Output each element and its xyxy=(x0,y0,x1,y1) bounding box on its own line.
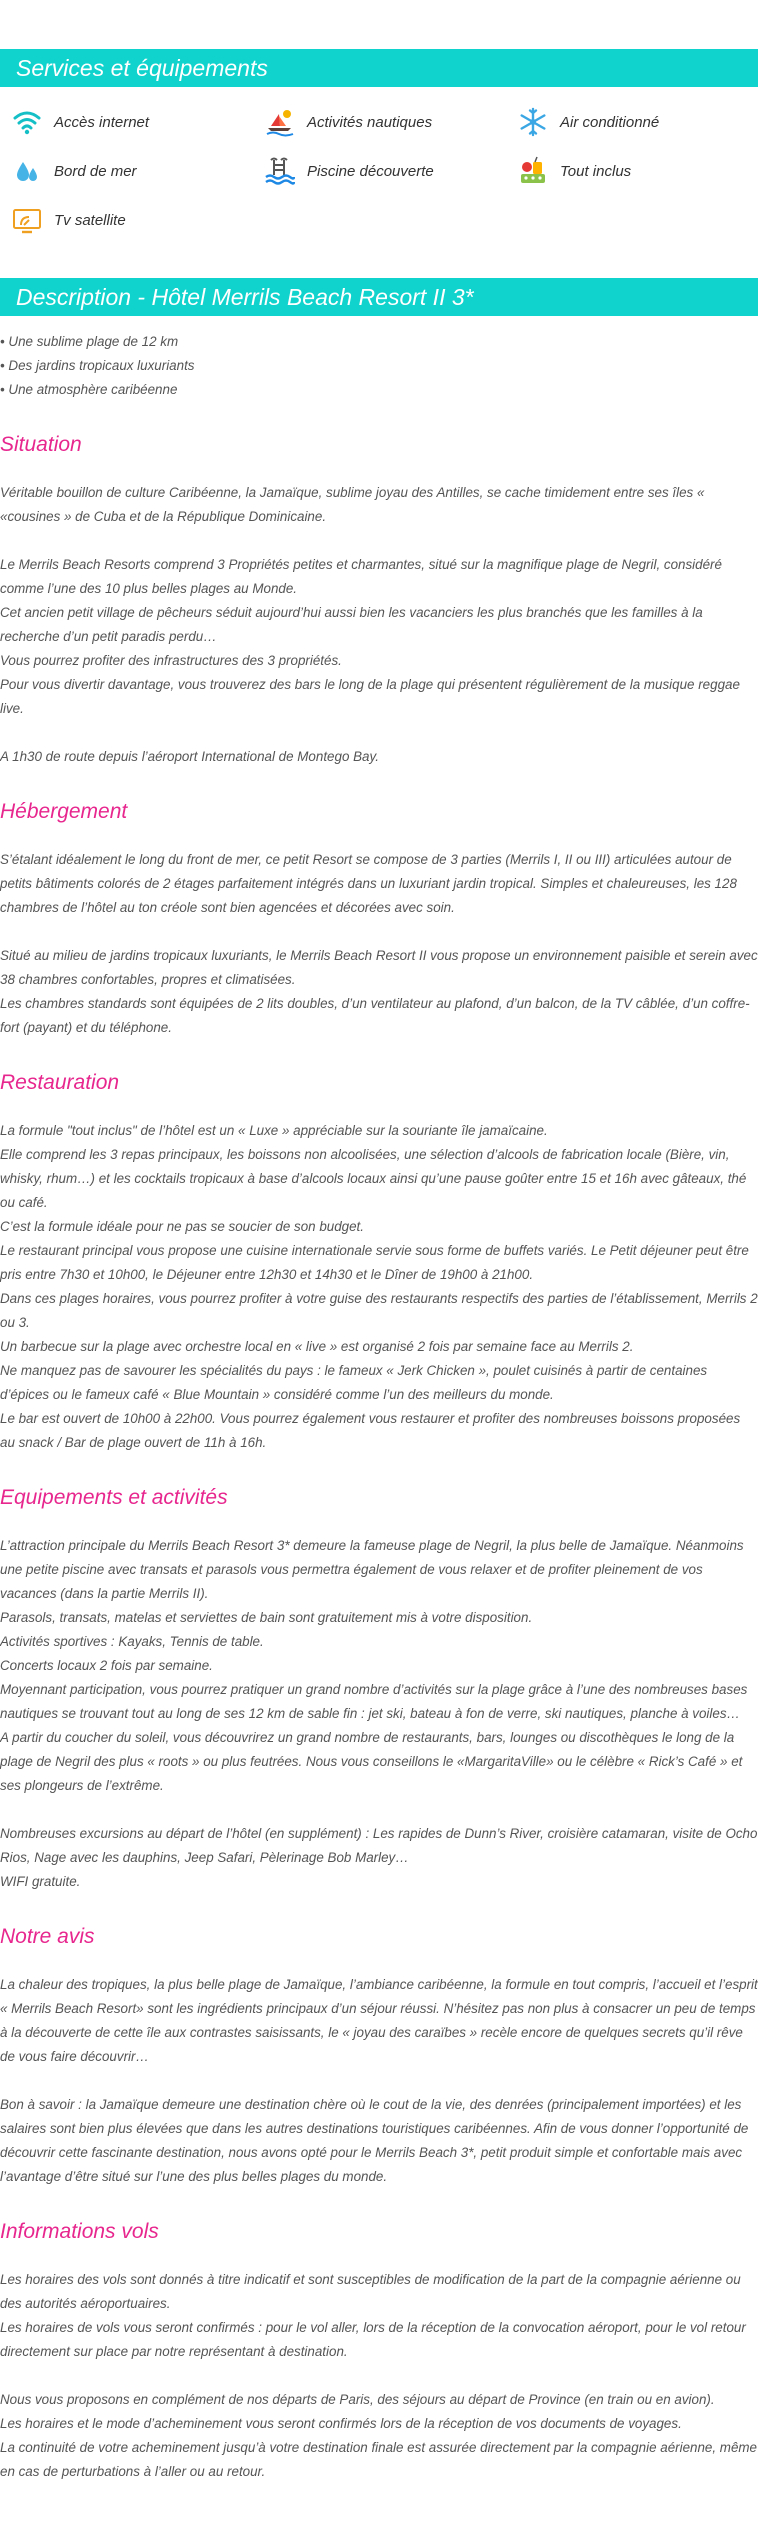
text-line: Situé au milieu de jardins tropicaux luxuriants, le Merrils Beach Resort II vous propose un environnement paisible et serein avec 38 chambres confortables, propres et climatisées. xyxy=(0,948,758,987)
text-line: Un barbecue sur la plage avec orchestre local en « live » est organisé 2 fois par semaine face au Merrils 2. xyxy=(0,1339,634,1354)
service-item xyxy=(518,104,758,140)
list-item: • Une atmosphère caribéenne xyxy=(0,378,758,402)
text-line: C’est la formule idéale pour ne pas se soucier de son budget. xyxy=(0,1219,364,1234)
text-line: Véritable bouillon de culture Caribéenne, la Jamaïque, sublime joyau des Antilles, se cache timidement entre ses îles « «cousines » de Cuba et de la République Dominicaine. xyxy=(0,485,705,524)
text-line: La chaleur des tropiques, la plus belle plage de Jamaïque, l’ambiance caribéenne, la formule en tout compris, l’accueil et l’esprit « Merrils Beach Resort» sont les ingrédients principaux d’un séjour réussi. N’hésitez pas non plus à consacrer un peu de temps à la découverte de cette île aux contrastes saisissants, le « joyau des caraïbes » recèle encore de quelques secrets qu’il rêve de vous faire découvrir… xyxy=(0,1977,758,2064)
wifi-icon xyxy=(12,107,42,137)
service-item xyxy=(12,202,265,238)
section-body-equipements xyxy=(0,1534,758,1894)
section-body-restauration xyxy=(0,1119,758,1455)
text-line: L’attraction principale du Merrils Beach Resort 3* demeure la fameuse plage de Negril, la plus belle de Jamaïque. Néanmoins une petite piscine avec transats et parasols vous permettra également de vous relaxer et de profiter pleinement de vos vacances (dans la partie Merrils II). xyxy=(0,1538,744,1601)
paragraph xyxy=(0,1822,758,1894)
text-line: Cet ancien petit village de pêcheurs séduit aujourd’hui aussi bien les vacanciers les plus branchés que les familles à la recherche d’un petit paradis perdu… xyxy=(0,605,703,644)
text-line: Nombreuses excursions au départ de l’hôtel (en supplément) : Les rapides de Dunn’s River, croisière catamaran, visite de Ocho Rios, Nage avec les dauphins, Jeep Safari, Pèlerinage Bob Marley… xyxy=(0,1826,758,1865)
section-title-restauration: Restauration xyxy=(0,1071,120,1094)
water-drop-icon xyxy=(12,156,42,186)
service-label: Air conditionné xyxy=(560,113,660,131)
page xyxy=(0,49,758,2484)
list-item: • Des jardins tropicaux luxuriants xyxy=(0,354,758,378)
service-label: Accès internet xyxy=(54,113,150,131)
text-line: Les horaires et le mode d’acheminement vous seront confirmés lors de la réception de vos documents de voyages. xyxy=(0,2416,682,2431)
section-body-hebergement xyxy=(0,848,758,1040)
services-grid xyxy=(0,87,758,238)
swimming-pool-icon xyxy=(265,156,295,186)
text-line: Ne manquez pas de savourer les spécialités du pays : le fameux « Jerk Chicken », poulet cuisinés à partir de centaines d’épices ou le fameux café « Blue Mountain » considéré comme l’un des meilleurs du monde. xyxy=(0,1363,708,1402)
paragraph xyxy=(0,2093,758,2189)
service-label: Piscine découverte xyxy=(307,162,434,180)
section-title-equipements: Equipements et activités xyxy=(0,1486,228,1509)
text-line: Le restaurant principal vous propose une cuisine internationale servie sous forme de buffets variés. Le Petit déjeuner peut être pris entre 7h30 et 10h00, le Déjeuner entre 12h30 et 14h30 et le Dîner de 19h00 à 21h00. xyxy=(0,1243,749,1282)
service-item xyxy=(518,153,758,189)
paragraph xyxy=(0,481,758,529)
section-title-hebergement: Hébergement xyxy=(0,800,128,823)
service-label: Tv satellite xyxy=(54,211,126,229)
paragraph xyxy=(0,848,758,920)
paragraph xyxy=(0,1119,758,1455)
text-line: Activités sportives : Kayaks, Tennis de table. xyxy=(0,1634,264,1649)
text-line: Moyennant participation, vous pourrez pratiquer un grand nombre d’activités sur la plage grâce à l’une des nombreuses bases nautiques se trouvant tout au long de ses 12 km de sable fin : jet ski, bateau à fon de verre, ski nautiques, planche à voiles… xyxy=(0,1682,748,1721)
paragraph xyxy=(0,1973,758,2069)
text-line: A partir du coucher du soleil, vous découvrirez un grand nombre de restaurants, bars, lounges ou discothèques le long de la plage de Negril des plus « roots » ou plus feutrées. Nous vous conseillons le «MargaritaVille» ou le célèbre « Rick’s Café » et ses plongeurs de l’extrême. xyxy=(0,1730,743,1793)
service-item xyxy=(265,104,518,140)
section-body-situation xyxy=(0,481,758,769)
tv-satellite-icon xyxy=(12,205,42,235)
section-title-notre-avis: Notre avis xyxy=(0,1925,95,1948)
text-line: Parasols, transats, matelas et serviettes de bain sont gratuitement mis à votre disposition. xyxy=(0,1610,533,1625)
paragraph xyxy=(0,944,758,1040)
text-line: Elle comprend les 3 repas principaux, les boissons non alcoolisées, une sélection d’alcools de fabrication locale (Bière, vin, whisky, rhum…) et les cocktails tropicaux à base d’alcools locaux ainsi qu’une pause goûter entre 15 et 16h avec gâteaux, thé ou café. xyxy=(0,1147,747,1210)
service-label: Bord de mer xyxy=(54,162,137,180)
paragraph xyxy=(0,1534,758,1798)
text-line: Les chambres standards sont équipées de 2 lits doubles, d’un ventilateur au plafond, d’un balcon, de la TV câblée, d’un coffre-fort (payant) et du téléphone. xyxy=(0,996,750,1035)
text-line: Bon à savoir : la Jamaïque demeure une destination chère où le cout de la vie, des denrées (principalement importées) et les salaires sont bien plus élevées que dans les autres destinations touristiques caribéennes. Afin de vous donner l’opportunité de découvrir cette fascinante destination, nous avons opté pour le Merrils Beach 3*, petit produit simple et confortable mais avec l’avantage d’être situé sur l’une des plus belles plages du monde. xyxy=(0,2097,749,2184)
section-body-notre-avis xyxy=(0,1973,758,2189)
list-item: • Une sublime plage de 12 km xyxy=(0,330,758,354)
text-line: Vous pourrez profiter des infrastructures des 3 propriétés. xyxy=(0,653,342,668)
service-item xyxy=(265,153,518,189)
snowflake-icon xyxy=(518,107,548,137)
paragraph xyxy=(0,553,758,721)
text-line: Les horaires de vols vous seront confirmés : pour le vol aller, lors de la réception de la convocation aéroport, pour le vol retour directement sur place par notre représentant à destination. xyxy=(0,2320,746,2359)
paragraph xyxy=(0,2388,758,2484)
service-item xyxy=(12,104,265,140)
text-line: Nous vous proposons en complément de nos départs de Paris, des séjours au départ de Province (en train ou en avion). xyxy=(0,2392,715,2407)
text-line: S’étalant idéalement le long du front de mer, ce petit Resort se compose de 3 parties (Merrils I, II ou III) articulées autour de petits bâtiments colorés de 2 étages parfaitement intégrés dans un luxuriant jardin tropical. Simples et chaleureuses, les 128 chambres de l’hôtel au ton créole sont bien agencées et décorées avec soin. xyxy=(0,852,737,915)
service-item xyxy=(12,153,265,189)
text-line: Dans ces plages horaires, vous pourrez profiter à votre guise des restaurants respectifs des parties de l’établissement, Merrils 2 ou 3. xyxy=(0,1291,758,1330)
paragraph xyxy=(0,745,758,769)
services-header: Services et équipements xyxy=(0,49,758,87)
text-line: WIFI gratuite. xyxy=(0,1874,81,1889)
text-line: La continuité de votre acheminement jusqu’à votre destination finale est assurée directement par la compagnie aérienne, même en cas de perturbations à l’aller ou au retour. xyxy=(0,2440,758,2479)
text-line: Concerts locaux 2 fois par semaine. xyxy=(0,1658,213,1673)
text-line: Pour vous divertir davantage, vous trouverez des bars le long de la plage qui présentent régulièrement de la musique reggae live. xyxy=(0,677,740,716)
service-label: Activités nautiques xyxy=(307,113,433,131)
description-header: Description - Hôtel Merrils Beach Resort II 3* xyxy=(0,278,758,316)
water-sports-icon xyxy=(265,107,295,137)
text-line: Les horaires des vols sont donnés à titre indicatif et sont susceptibles de modification de la part de la compagnie aérienne ou des autorités aéroportuaires. xyxy=(0,2272,741,2311)
service-label: Tout inclus xyxy=(560,162,632,180)
all-inclusive-icon xyxy=(518,156,548,186)
section-title-situation: Situation xyxy=(0,433,82,456)
highlights-list xyxy=(0,330,758,402)
text-line: La formule "tout inclus" de l’hôtel est un « Luxe » appréciable sur la souriante île jamaïcaine. xyxy=(0,1123,548,1138)
section-body-informations-vols xyxy=(0,2268,758,2484)
paragraph xyxy=(0,2268,758,2364)
text-line: Le bar est ouvert de 10h00 à 22h00. Vous pourrez également vous restaurer et profiter des nombreuses boissons proposées au snack / Bar de plage ouvert de 11h à 16h. xyxy=(0,1411,741,1450)
section-title-informations-vols: Informations vols xyxy=(0,2220,159,2243)
description-content xyxy=(0,330,758,2484)
text-line: A 1h30 de route depuis l’aéroport International de Montego Bay. xyxy=(0,749,379,764)
text-line: Le Merrils Beach Resorts comprend 3 Propriétés petites et charmantes, situé sur la magnifique plage de Negril, considéré comme l’une des 10 plus belles plages au Monde. xyxy=(0,557,722,596)
